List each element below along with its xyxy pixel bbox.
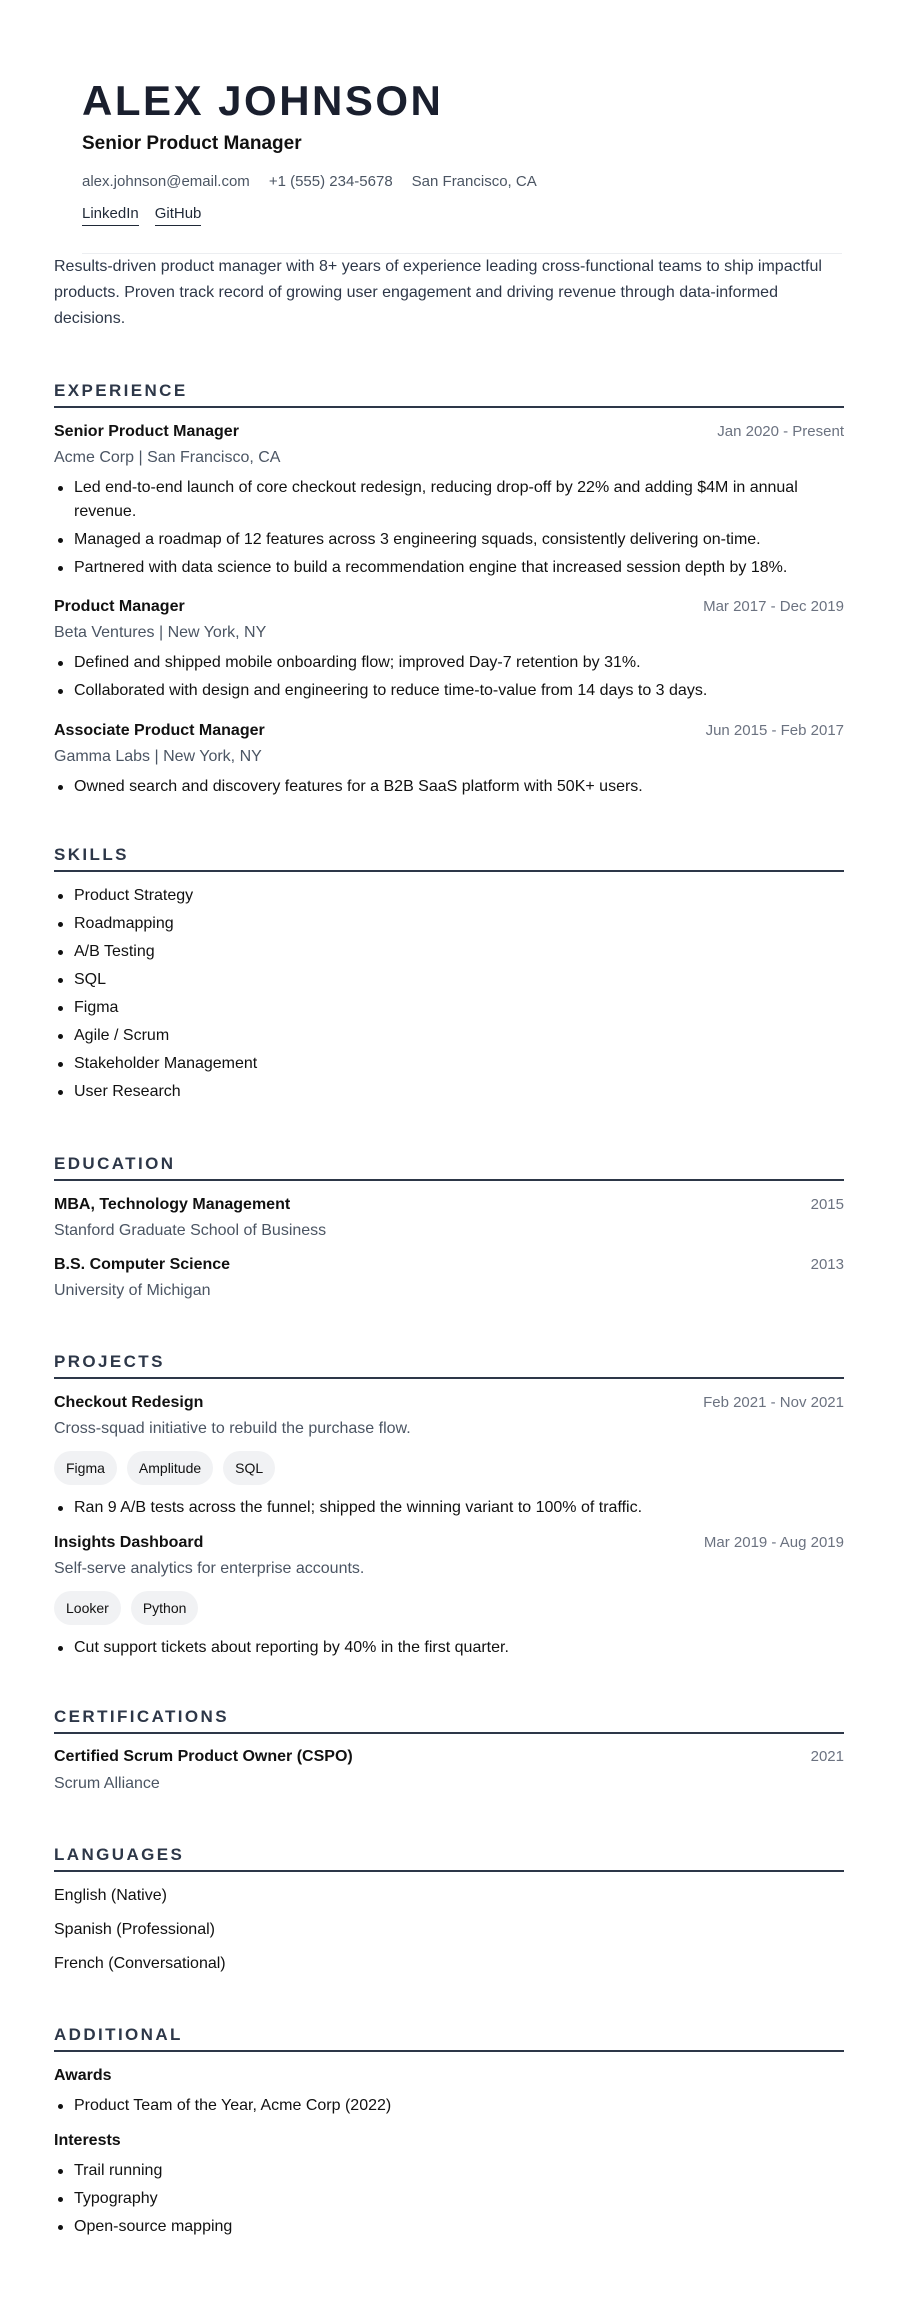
list-item: Product Team of the Year, Acme Corp (2022): [54, 2094, 844, 2118]
degree-year: 2013: [810, 1256, 844, 1273]
candidate-name: ALEX JOHNSON: [82, 77, 444, 124]
section-divider: [54, 870, 844, 872]
job-bullets: [54, 476, 844, 580]
section-divider: [54, 1377, 844, 1379]
skill-item: Agile / Scrum: [54, 1024, 844, 1048]
project-dates: Feb 2021 - Nov 2021: [703, 1394, 844, 1411]
section-divider: [54, 1870, 844, 1872]
linkedin-link[interactable]: LinkedIn: [82, 204, 139, 226]
section-title-additional: ADDITIONAL: [54, 2025, 183, 2044]
job-header: [54, 596, 844, 618]
contact-line: [82, 172, 537, 192]
education-header: [54, 1254, 844, 1276]
section-divider: [54, 1732, 844, 1734]
project-header: [54, 1532, 844, 1554]
job-header: [54, 421, 844, 443]
email-text: alex.johnson@email.com: [82, 173, 250, 190]
section-title-languages: LANGUAGES: [54, 1845, 185, 1864]
skill-item: Stakeholder Management: [54, 1052, 844, 1076]
education-header: [54, 1194, 844, 1216]
list-item: Collaborated with design and engineering to reduce time-to-value from 14 days to 3 days.: [54, 679, 844, 703]
project-header: [54, 1392, 844, 1414]
tag-chip: Amplitude: [127, 1451, 213, 1485]
candidate-role: Senior Product Manager: [82, 133, 302, 154]
job-dates: Mar 2017 - Dec 2019: [703, 598, 844, 615]
section-title-projects: PROJECTS: [54, 1352, 165, 1371]
list-item: Defined and shipped mobile onboarding flow; improved Day-7 retention by 31%.: [54, 651, 844, 675]
skill-item: SQL: [54, 968, 844, 992]
section-title-education: EDUCATION: [54, 1154, 176, 1173]
language-item: Spanish (Professional): [54, 1921, 215, 1938]
awards-heading: Awards: [54, 2067, 112, 2084]
certification-header: [54, 1746, 844, 1768]
job-org: Beta Ventures | New York, NY: [54, 624, 267, 641]
project-description: Self-serve analytics for enterprise accounts.: [54, 1560, 365, 1577]
skill-item: A/B Testing: [54, 940, 844, 964]
degree-title: MBA, Technology Management: [54, 1196, 291, 1213]
section-divider: [54, 406, 844, 408]
project-tags: [54, 1591, 198, 1625]
project-tags: [54, 1451, 275, 1485]
job-org: Acme Corp | San Francisco, CA: [54, 449, 281, 466]
skill-item: User Research: [54, 1080, 844, 1104]
job-title: Associate Product Manager: [54, 722, 265, 739]
list-item: Partnered with data science to build a recommendation engine that increased session depth by 18%.: [54, 556, 844, 580]
language-item: English (Native): [54, 1887, 167, 1904]
skill-item: Roadmapping: [54, 912, 844, 936]
tag-chip: SQL: [223, 1451, 275, 1485]
job-dates: Jan 2020 - Present: [717, 423, 844, 440]
interests-list: [54, 2159, 844, 2239]
tag-chip: Figma: [54, 1451, 117, 1485]
list-item: Led end-to-end launch of core checkout redesign, reducing drop-off by 22% and adding $4M in annual revenue.: [54, 476, 844, 524]
language-item: French (Conversational): [54, 1955, 226, 1972]
list-item: Typography: [54, 2187, 844, 2211]
job-header: [54, 720, 844, 742]
skill-item: Product Strategy: [54, 884, 844, 908]
list-item: Open-source mapping: [54, 2215, 844, 2239]
section-title-certifications: CERTIFICATIONS: [54, 1707, 229, 1726]
section-title-skills: SKILLS: [54, 845, 129, 864]
tag-chip: Python: [131, 1591, 199, 1625]
interests-heading: Interests: [54, 2132, 121, 2149]
skills-list: [54, 884, 844, 1104]
project-bullets: [54, 1636, 844, 1660]
section-divider: [54, 2050, 844, 2052]
list-item: Cut support tickets about reporting by 40% in the first quarter.: [54, 1636, 844, 1660]
job-dates: Jun 2015 - Feb 2017: [705, 722, 844, 739]
skill-item: Figma: [54, 996, 844, 1020]
list-item: Managed a roadmap of 12 features across 3 engineering squads, consistently delivering on-time.: [54, 528, 844, 552]
summary-text: Results-driven product manager with 8+ years of experience leading cross-functional teams to ship impactful products. Proven track record of growing user engagement and driving revenue through data-informed decisions.: [54, 258, 822, 327]
list-item: Owned search and discovery features for a B2B SaaS platform with 50K+ users.: [54, 775, 844, 799]
github-link[interactable]: GitHub: [155, 204, 202, 226]
certification-issuer: Scrum Alliance: [54, 1775, 160, 1792]
school-name: University of Michigan: [54, 1282, 211, 1299]
location-text: San Francisco, CA: [411, 173, 537, 190]
job-title: Product Manager: [54, 598, 185, 615]
list-item: Trail running: [54, 2159, 844, 2183]
section-title-experience: EXPERIENCE: [54, 381, 188, 400]
job-bullets: [54, 775, 844, 799]
job-title: Senior Product Manager: [54, 423, 239, 440]
project-description: Cross-squad initiative to rebuild the purchase flow.: [54, 1420, 411, 1437]
job-org: Gamma Labs | New York, NY: [54, 748, 262, 765]
phone-text: +1 (555) 234-5678: [268, 173, 393, 190]
project-title: Insights Dashboard: [54, 1534, 204, 1551]
awards-list: [54, 2094, 844, 2118]
list-item: Ran 9 A/B tests across the funnel; shipped the winning variant to 100% of traffic.: [54, 1496, 844, 1520]
project-bullets: [54, 1496, 844, 1520]
profile-links: [82, 204, 201, 226]
project-title: Checkout Redesign: [54, 1394, 204, 1411]
project-dates: Mar 2019 - Aug 2019: [703, 1534, 844, 1551]
certification-name: Certified Scrum Product Owner (CSPO): [54, 1748, 353, 1765]
school-name: Stanford Graduate School of Business: [54, 1222, 327, 1239]
degree-title: B.S. Computer Science: [54, 1256, 231, 1273]
job-bullets: [54, 651, 844, 703]
certification-year: 2021: [810, 1748, 844, 1765]
section-divider: [54, 1179, 844, 1181]
tag-chip: Looker: [54, 1591, 121, 1625]
degree-year: 2015: [810, 1196, 844, 1213]
